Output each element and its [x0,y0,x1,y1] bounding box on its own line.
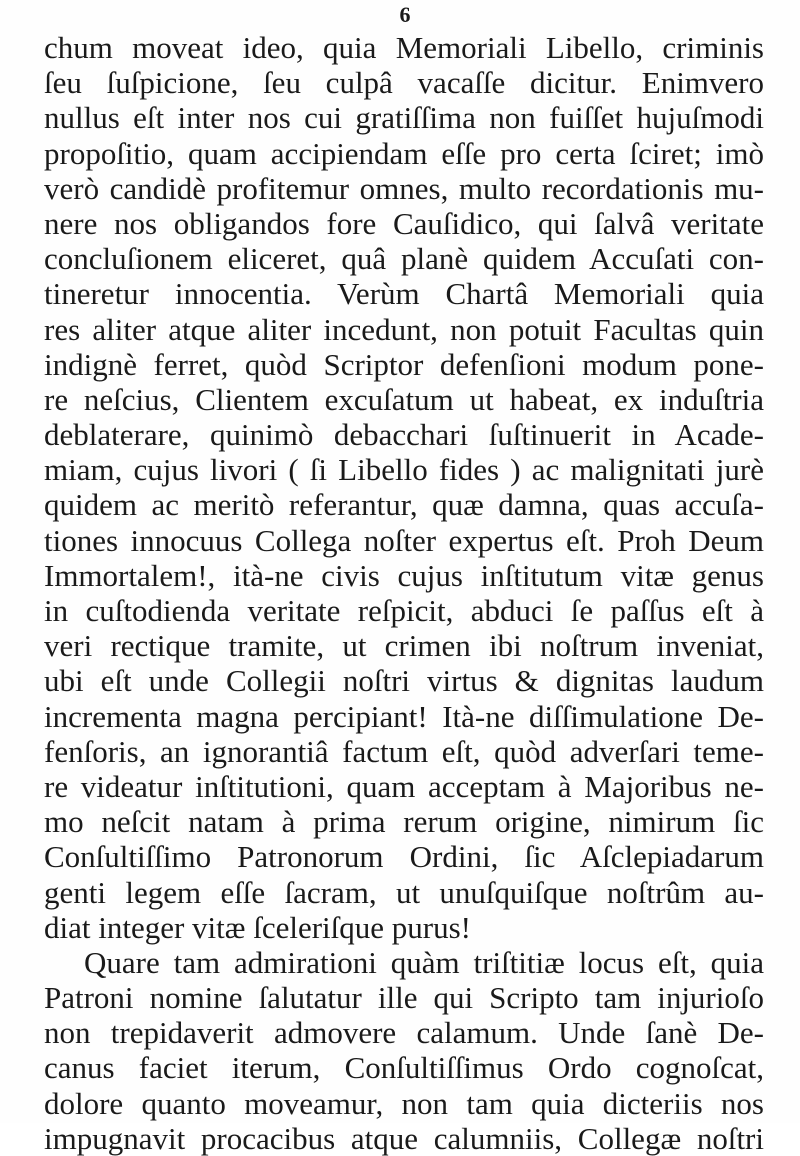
text-line: fenſoris, an ignorantiâ factum eſt, quòd adverſari teme- [44,733,764,769]
text-line: re neſcius, Clientem excuſatum ut habeat, ex induſtria [44,381,764,417]
text-line: tineretur innocentia. Verùm Chartâ Memoriali quia [44,276,764,312]
text-line: diat integer vitæ ſceleriſque purus! [44,909,471,945]
text-line: non trepidaverit admovere calamum. Unde ſanè De- [44,1015,764,1051]
text-line: quidem ac meritò referantur, quæ damna, quas accuſa- [44,487,764,523]
text-line: re videatur inſtitutioni, quam acceptam à Majoribus ne- [44,768,764,804]
text-line: dolore quanto moveamur, non tam quia dicteriis nos [44,1085,764,1121]
text-line: incrementa magna percipiant! Ità-ne diſſimulatione De- [44,698,764,734]
text-line: canus faciet iterum, Conſultiſſimus Ordo cognoſcat, [44,1050,764,1086]
text-line: indignè ferret, quòd Scriptor defenſioni modum pone- [44,346,764,382]
text-line: nullus eſt inter nos cui gratiſſima non fuiſſet hujuſmodi [44,100,764,136]
text-line: verò candidè profitemur omnes, multo recordationis mu- [44,170,764,206]
text-line: genti legem eſſe ſacram, ut unuſquiſque noſtrûm au- [44,874,764,910]
text-line: propoſitio, quam accipiendam eſſe pro certa ſciret; imò [44,135,764,171]
paragraph-start-line: Quare tam admirationi quàm triſtitiæ locus eſt, quia [84,944,764,980]
text-line: nere nos obligandos fore Cauſidico, qui ſalvâ veritate [44,205,764,241]
text-line: mo neſcit natam à prima rerum origine, nimirum ſic [44,804,764,840]
text-line: chum moveat ideo, quia Memoriali Libello, criminis [44,30,764,65]
text-line: Patroni nomine ſalutatur ille qui Scripto tam injurioſo [44,980,764,1016]
text-line: ſeu ſuſpicione, ſeu culpâ vacaſſe dicitur. Enimvero [44,65,764,101]
body-text [44,30,764,1156]
text-line: Immortalem!, ità-ne civis cujus inſtitutum vitæ genus [44,557,764,593]
text-line: res aliter atque aliter incedunt, non potuit Facultas quin [44,311,764,347]
text-line: impugnavit procacibus atque calumniis, Collegæ noſtri [44,1120,764,1156]
text-line: Conſultiſſimo Patronorum Ordini, ſic Aſclepiadarum [44,839,764,875]
text-line: tiones innocuus Collega noſter expertus eſt. Proh Deum [44,522,764,558]
text-line: miam, cujus livori ( ſi Libello fides ) ac malignitati jurè [44,452,764,488]
text-line: ubi eſt unde Collegii noſtri virtus & dignitas laudum [44,663,764,699]
text-line: concluſionem eliceret, quâ planè quidem Accuſati con- [44,241,764,277]
text-line: deblaterare, quinimò debacchari ſuſtinuerit in Acade- [44,417,764,453]
text-line: veri rectique tramite, ut crimen ibi noſtrum inveniat, [44,628,764,664]
text-line: in cuſtodienda veritate reſpicit, abduci ſe paſſus eſt à [44,593,764,628]
page-number: 6 [399,2,411,27]
